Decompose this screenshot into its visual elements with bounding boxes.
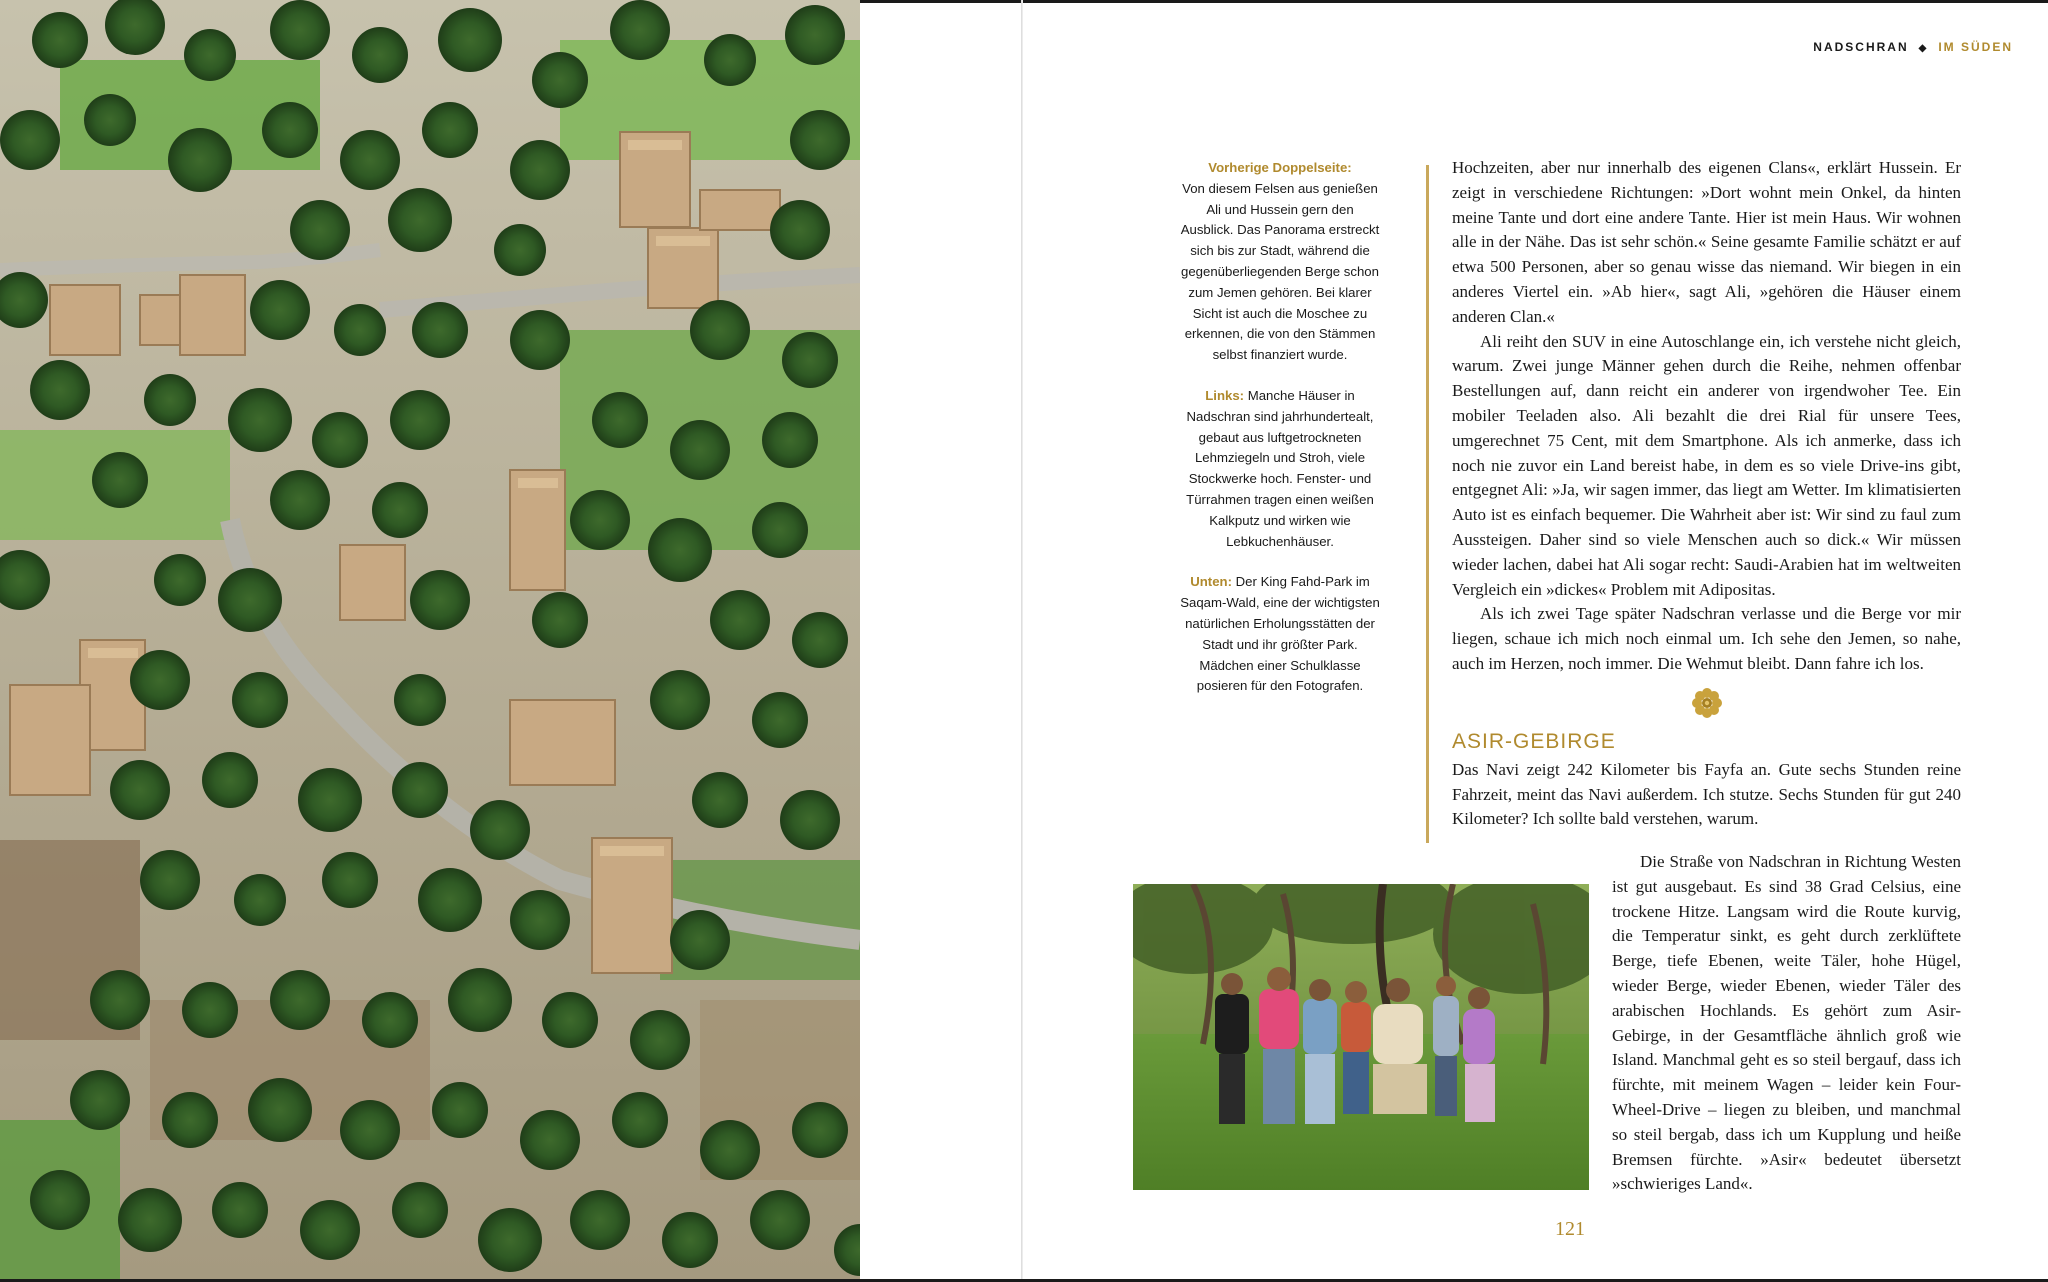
running-head-separator: ◆ [1918, 43, 1929, 54]
running-head [1813, 40, 2013, 54]
section-heading: ASIR-GEBIRGE [1452, 729, 1616, 753]
vertical-gold-rule [1426, 165, 1429, 843]
body-paragraph: Als ich zwei Tage später Nadschran verlasse und die Berge vor mir liegen, schaue ich mich noch einmal um. Ich sehe den Jemen, so nahe, auch im Herzen, noch immer. Die Wehmut bleibt. Dann fahre ich los. [1452, 604, 1961, 673]
caption-lead: Vorherige Doppelseite: [1208, 160, 1352, 175]
caption-text: Von diesem Felsen aus genießen Ali und Hussein gern den Ausblick. Das Panorama erstreckt sich bis zur Stadt, während die gegenüberliegenden Berge schon zum Jemen gehören. Bei klarer Sicht ist auch die Moschee zu erkennen, die von den Stämmen selbst finanziert wurde. [1180, 180, 1380, 363]
caption-left [1180, 386, 1380, 552]
park-group-photo [1133, 884, 1589, 1190]
section-paragraph: Das Navi zeigt 242 Kilometer bis Fayfa an. Gute sechs Stunden reine Fahrzeit, meint das Navi außerdem. Ich stutze. Sechs Stunden für gut 240 Kilometer? Ich sollte bald verstehen, warum. [1452, 759, 1961, 829]
book-gutter [1021, 0, 1023, 1279]
top-rule [860, 0, 2048, 3]
wrapped-text-column [1612, 850, 1961, 1197]
caption-lead: Links: [1205, 387, 1245, 403]
aerial-village-photo [0, 0, 860, 1279]
body-paragraph: Hochzeiten, aber nur innerhalb des eigenen Clans«, erklärt Hussein. Er zeigt in verschiedene Richtungen: »Dort wohnt mein Onkel, da hinten meine Tante und dort eine andere Tante. Hier ist mein Haus. Wir wohnen alle in der Nähe. Das ist sehr schön.« Seine gesamte Familie schätzt er auf etwa 500 Personen, aber so genau wisse das niemand. Wir biegen in ein anderes Viertel ein. »Ab hier«, sagt Ali, »gehören die Häuser einem anderen Clan.« [1452, 158, 1961, 326]
caption-text: Manche Häuser in Nadschran sind jahrhundertealt, gebaut aus luftgetrockneten Lehmziegeln und Stroh, viele Stockwerke hoch. Fenster- und Türrahmen tragen einen weißen Kalkputz und wirken wie Lebkuchenhäuser. [1186, 387, 1374, 549]
running-head-section: NADSCHRAN [1813, 40, 1909, 54]
body-text-column [1452, 156, 1961, 832]
caption-text: Der King Fahd-Park im Saqam-Wald, eine der wichtigsten natürlichen Erholungsstätten der Stadt und ihr größter Park. Mädchen einer Schulklasse posieren für den Fotografen. [1180, 574, 1380, 694]
body-paragraph: Ali reiht den SUV in eine Autoschlange ein, ich verstehe nicht gleich, warum. Zwei junge Männer gehen durch die Reihe, nehmen offenbar Bestellungen auf, dann reicht ein anderer von irgendwoher Tee. Ein mobiler Teeladen also. Ali bezahlt die drei Rial für unsere Tees, umgerechnet 75 Cent, mit dem Smartphone. Als ich anmerke, dass ich noch nie zuvor ein Land bereist habe, in dem es so viele Drive-ins gibt, entgegnet Ali: »Ja, wir sagen immer, das liegt am Wetter. Im klimatisierten Auto ist es einfach bequemer. Die Wahrheit aber ist: Wir sind zu faul zum Aussteigen. Daher sind so viele Menschen auch so dick.« Wir müssen wieder lachen, dabei hat Ali sogar recht: Saudi-Arabien hat im weltweiten Vergleich ein »dickes« Problem mit Adipositas. [1452, 331, 1961, 599]
caption-previous-spread [1180, 158, 1380, 366]
body-paragraph: Die Straße von Nadschran in Richtung Westen ist gut ausgebaut. Es sind 38 Grad Celsius, eine trockene Hitze. Langsam wird die Route kurvig, die Temperatur sinkt, es geht durch zerklüftete Berge, tiefe Ebenen, weite Täler, hohe Hügel, wieder Berge, wieder Ebenen, wieder Täler des arabischen Hochlands. Es gehört zum Asir-Gebirge, in der Gesamtfläche ähnlich groß wie Island. Manchmal geht es so steil bergauf, dass ich fürchte, mit meinem Wagen – leider kein Four-Wheel-Drive – liegen zu bleiben, und manchmal so steil bergab, dass ich um Kupplung und heiße Bremsen fürchte. »Asir« bedeutet übersetzt »schwieriges Land«. [1612, 852, 1961, 1194]
caption-below [1180, 572, 1380, 697]
running-head-chapter: IM SÜDEN [1938, 40, 2013, 54]
caption-lead: Unten: [1190, 574, 1232, 590]
captions-column [1180, 158, 1380, 717]
page-number: 121 [1555, 1218, 1585, 1240]
flower-ornament-icon [1452, 686, 1961, 722]
